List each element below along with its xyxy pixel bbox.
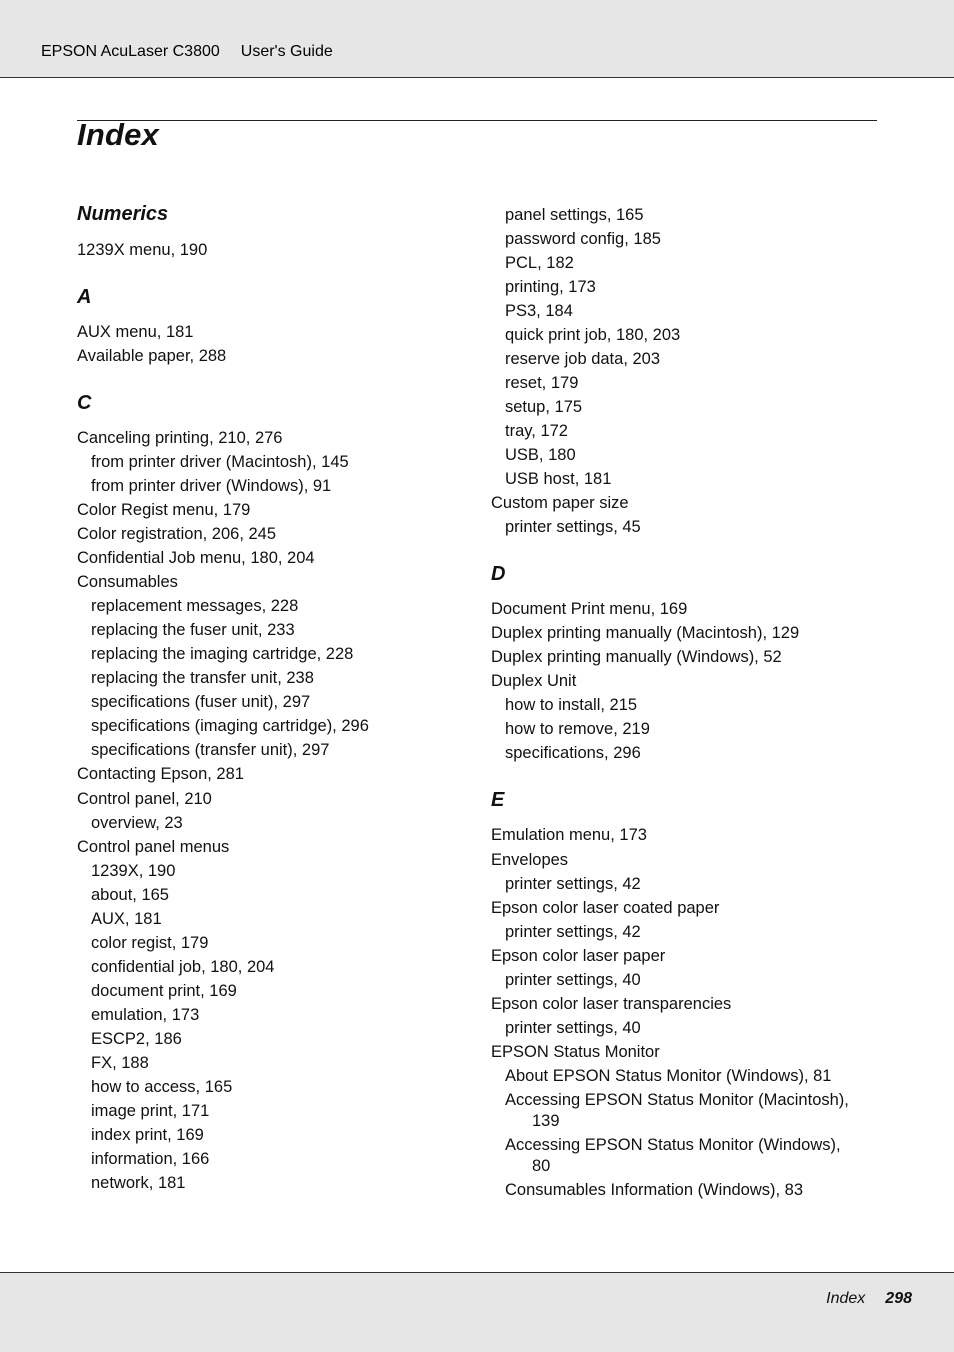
section-heading-c: C [77,392,92,414]
index-subentry: PCL, 182 [505,254,574,272]
index-entry: Consumables [77,573,178,591]
index-subentry: tray, 172 [505,422,568,440]
index-subentry: setup, 175 [505,398,583,416]
index-subentry: specifications (imaging cartridge), 296 [91,717,369,735]
index-entry: Contacting Epson, 281 [77,765,244,783]
index-entry: Duplex printing manually (Macintosh), 129 [491,624,800,642]
index-subentry: password config, 185 [505,230,661,248]
index-subentry: printer settings, 45 [505,518,641,536]
index-entry: Document Print menu, 169 [491,600,688,618]
index-subentry: document print, 169 [91,982,237,1000]
index-subentry: specifications, 296 [505,744,641,762]
footer-section-name: Index [826,1290,866,1307]
index-subentry: information, 166 [91,1150,210,1168]
index-subentry: FX, 188 [91,1054,149,1072]
index-subentry: confidential job, 180, 204 [91,958,275,976]
index-subentry: printing, 173 [505,278,596,296]
index-subentry: specifications (fuser unit), 297 [91,693,311,711]
index-subentry: color regist, 179 [91,934,209,952]
index-subentry: from printer driver (Macintosh), 145 [91,453,349,471]
index-subentry-continuation: 80 [532,1157,551,1175]
index-subentry: printer settings, 42 [505,875,641,893]
footer-text [826,1290,912,1308]
index-entry: Available paper, 288 [77,347,227,365]
index-subentry: specifications (transfer unit), 297 [91,741,330,759]
section-heading-d: D [491,563,506,585]
index-subentry: panel settings, 165 [505,206,644,224]
page-footer [0,1272,954,1352]
index-entry: 1239X menu, 190 [77,241,208,259]
page-number: 298 [885,1290,912,1307]
index-subentry: Accessing EPSON Status Monitor (Windows), [505,1136,841,1154]
index-entry: Epson color laser paper [491,947,666,965]
index-subentry: reset, 179 [505,374,579,392]
section-heading-numerics: Numerics [77,203,169,225]
index-entry: Duplex Unit [491,672,577,690]
index-entry: Canceling printing, 210, 276 [77,429,283,447]
index-subentry: USB, 180 [505,446,576,464]
index-entry: Envelopes [491,851,569,869]
index-entry: Duplex printing manually (Windows), 52 [491,648,782,666]
index-entry: Custom paper size [491,494,629,512]
index-subentry: replacing the imaging cartridge, 228 [91,645,354,663]
index-subentry: how to remove, 219 [505,720,650,738]
index-subentry: image print, 171 [91,1102,210,1120]
index-subentry: USB host, 181 [505,470,612,488]
index-subentry: About EPSON Status Monitor (Windows), 81 [505,1067,832,1085]
index-subentry: network, 181 [91,1174,186,1192]
title-rule [77,120,877,121]
section-heading-e: E [491,789,505,811]
index-subentry: from printer driver (Windows), 91 [91,477,332,495]
page-title: Index [77,117,159,152]
index-subentry: printer settings, 40 [505,1019,641,1037]
index-subentry: PS3, 184 [505,302,573,320]
index-subentry-continuation: 139 [532,1112,560,1130]
index-subentry: replacement messages, 228 [91,597,299,615]
index-entry: Epson color laser transparencies [491,995,732,1013]
index-subentry: ESCP2, 186 [91,1030,182,1048]
index-subentry: quick print job, 180, 203 [505,326,681,344]
index-subentry: printer settings, 40 [505,971,641,989]
index-entry: Color registration, 206, 245 [77,525,277,543]
product-name: EPSON AcuLaser C3800 [41,43,220,60]
index-subentry: about, 165 [91,886,169,904]
index-entry: Confidential Job menu, 180, 204 [77,549,315,567]
index-subentry: reserve job data, 203 [505,350,661,368]
header-text [41,43,354,61]
section-heading-a: A [77,286,92,308]
index-entry: AUX menu, 181 [77,323,194,341]
index-subentry: printer settings, 42 [505,923,641,941]
index-entry: Emulation menu, 173 [491,826,647,844]
index-entry: Epson color laser coated paper [491,899,720,917]
index-subentry: how to install, 215 [505,696,638,714]
index-subentry: 1239X, 190 [91,862,176,880]
index-subentry: Consumables Information (Windows), 83 [505,1181,804,1199]
page-header [0,0,954,78]
document-name: User's Guide [240,43,333,60]
index-entry: EPSON Status Monitor [491,1043,660,1061]
index-subentry: replacing the fuser unit, 233 [91,621,295,639]
index-entry: Color Regist menu, 179 [77,501,251,519]
index-entry: Control panel menus [77,838,230,856]
index-subentry: emulation, 173 [91,1006,200,1024]
index-subentry: overview, 23 [91,814,183,832]
index-subentry: index print, 169 [91,1126,204,1144]
index-subentry: AUX, 181 [91,910,162,928]
index-subentry: Accessing EPSON Status Monitor (Macintosh), [505,1091,849,1109]
index-subentry: replacing the transfer unit, 238 [91,669,314,687]
index-subentry: how to access, 165 [91,1078,233,1096]
index-entry: Control panel, 210 [77,790,212,808]
